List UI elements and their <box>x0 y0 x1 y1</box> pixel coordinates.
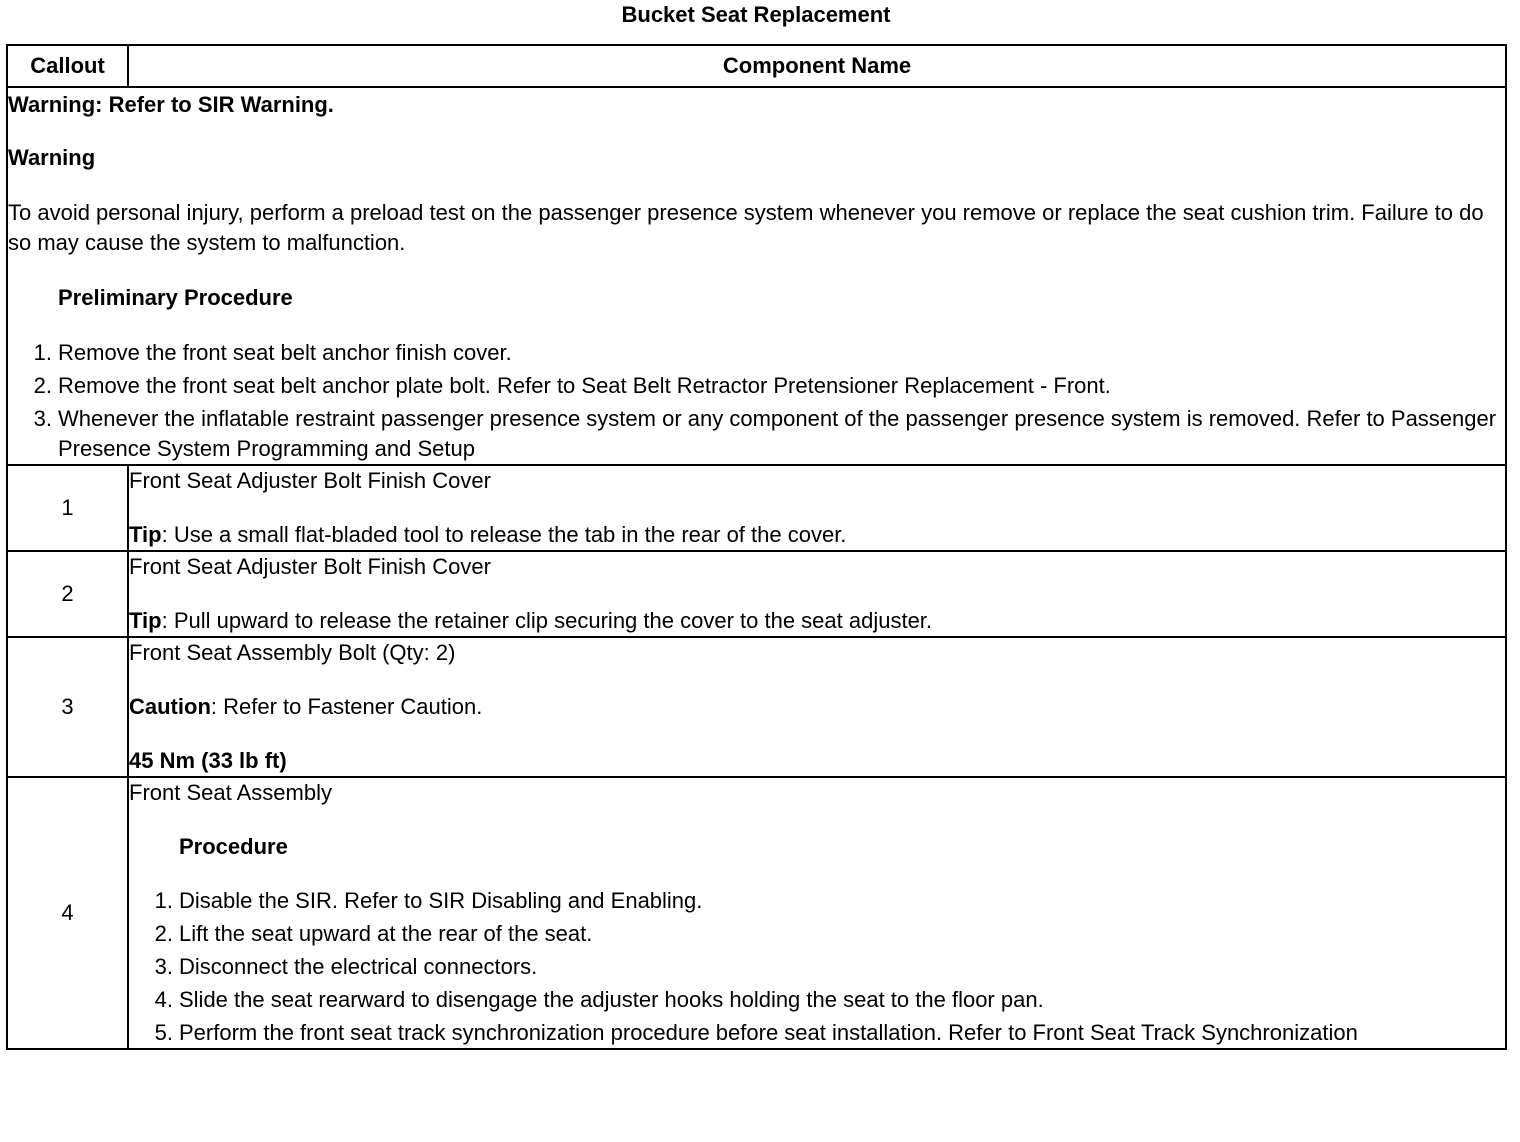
component-table <box>6 44 1507 1050</box>
step-text: Lift the seat upward at the rear of the seat. <box>179 921 593 946</box>
header-component-name: Component Name <box>128 45 1506 87</box>
list-item <box>129 985 1505 1015</box>
page-title: Bucket Seat Replacement <box>621 2 891 27</box>
warning-heading: Warning <box>8 145 96 170</box>
table-row <box>7 551 1506 637</box>
warning-row <box>7 87 1506 465</box>
callout-number: 3 <box>7 637 128 777</box>
procedure-steps <box>129 886 1505 1048</box>
step-text: Remove the front seat belt anchor plate bolt. Refer to Seat Belt Retractor Pretensioner Replacement - Front. <box>58 373 1111 398</box>
table-row <box>7 465 1506 551</box>
callout-number: 2 <box>7 551 128 637</box>
caution <box>129 692 1505 722</box>
sir-warning-reference: Warning: Refer to SIR Warning. <box>8 92 334 117</box>
preliminary-procedure-heading: Preliminary Procedure <box>58 285 293 310</box>
warning-block <box>7 87 1506 465</box>
step-number: 1. <box>154 888 173 913</box>
step-number: 2. <box>154 921 173 946</box>
list-item <box>129 952 1505 982</box>
component-name: Front Seat Adjuster Bolt Finish Cover <box>129 554 491 579</box>
component-cell <box>128 551 1506 637</box>
table-header-row <box>7 45 1506 87</box>
component-cell <box>128 465 1506 551</box>
step-text: Remove the front seat belt anchor finish cover. <box>58 340 512 365</box>
step-number: 5. <box>154 1020 173 1045</box>
tip-label: Tip <box>129 522 162 547</box>
list-item <box>129 919 1505 949</box>
component-name: Front Seat Adjuster Bolt Finish Cover <box>129 468 491 493</box>
list-item <box>8 338 1505 368</box>
tip <box>129 606 1505 636</box>
step-number: 2. <box>33 373 52 398</box>
component-cell <box>128 637 1506 777</box>
table-row <box>7 777 1506 1049</box>
tip <box>129 520 1505 550</box>
step-text: Disable the SIR. Refer to SIR Disabling and Enabling. <box>179 888 703 913</box>
preliminary-steps <box>8 338 1505 464</box>
tip-text: : Use a small flat-bladed tool to release the tab in the rear of the cover. <box>161 522 847 547</box>
step-text: Whenever the inflatable restraint passenger presence system or any component of the passenger presence system is removed. Refer to Passenger Presence System Programming and Setup <box>58 406 1497 461</box>
list-item <box>8 371 1505 401</box>
header-callout: Callout <box>7 45 128 87</box>
component-name: Front Seat Assembly <box>129 780 332 805</box>
step-number: 1. <box>33 340 52 365</box>
tip-label: Tip <box>129 608 162 633</box>
callout-number: 4 <box>7 777 128 1049</box>
component-cell <box>128 777 1506 1049</box>
callout-number: 1 <box>7 465 128 551</box>
table-row <box>7 637 1506 777</box>
tip-text: : Pull upward to release the retainer clip securing the cover to the seat adjuster. <box>161 608 933 633</box>
step-text: Perform the front seat track synchronization procedure before seat installation. Refer to Front Seat Track Synchronization <box>179 1020 1358 1045</box>
warning-text: To avoid personal injury, perform a preload test on the passenger presence system whenever you remove or replace the seat cushion trim. Failure to do so may cause the system to malfunction. <box>8 200 1484 255</box>
list-item <box>129 1018 1505 1048</box>
component-name: Front Seat Assembly Bolt (Qty: 2) <box>129 640 456 665</box>
step-number: 3. <box>154 954 173 979</box>
step-text: Disconnect the electrical connectors. <box>179 954 538 979</box>
procedure-heading: Procedure <box>179 834 288 859</box>
torque-spec: 45 Nm (33 lb ft) <box>129 748 287 773</box>
list-item <box>8 404 1505 464</box>
list-item <box>129 886 1505 916</box>
caution-label: Caution <box>129 694 211 719</box>
caution-text: : Refer to Fastener Caution. <box>210 694 483 719</box>
step-number: 3. <box>33 406 52 431</box>
step-text: Slide the seat rearward to disengage the adjuster hooks holding the seat to the floor pan. <box>179 987 1044 1012</box>
step-number: 4. <box>154 987 173 1012</box>
